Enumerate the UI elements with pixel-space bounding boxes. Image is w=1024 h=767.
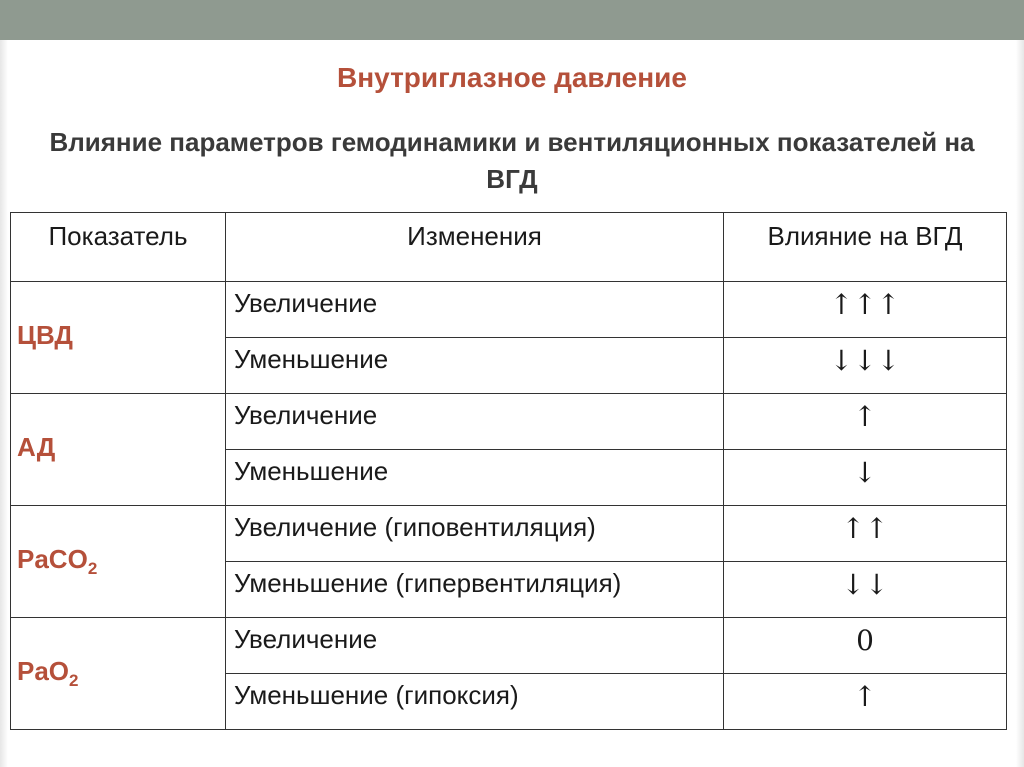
change-cell: Уменьшение: [226, 450, 724, 506]
top-bar: [0, 0, 1024, 40]
change-cell: Увеличение (гиповентиляция): [226, 506, 724, 562]
change-cell: Уменьшение (гипоксия): [226, 674, 724, 730]
table-row: [11, 394, 1007, 450]
change-cell: Увеличение: [226, 618, 724, 674]
right-edge-shadow: [1016, 40, 1024, 767]
table-header-row: [11, 213, 1007, 282]
param-label: PaO: [17, 656, 70, 686]
param-label: АД: [17, 432, 56, 462]
effect-cell: ↓: [724, 450, 1007, 506]
change-cell: Уменьшение: [226, 338, 724, 394]
change-cell: Уменьшение (гипервентиляция): [226, 562, 724, 618]
param-subscript: 2: [69, 671, 79, 690]
table-row: [11, 282, 1007, 338]
table-row: [11, 506, 1007, 562]
header-parameter: Показатель: [11, 213, 226, 282]
slide-title: Внутриглазное давление: [337, 62, 687, 93]
change-cell: Увеличение: [226, 394, 724, 450]
left-edge-shadow: [0, 40, 8, 767]
effect-cell: 0: [724, 618, 1007, 674]
param-paco2: [11, 506, 226, 618]
table-row: [11, 618, 1007, 674]
param-label: PaCO: [17, 544, 88, 574]
effect-cell: ↑: [724, 394, 1007, 450]
change-cell: Увеличение: [226, 282, 724, 338]
effect-cell: ↓↓↓: [724, 338, 1007, 394]
effect-cell: ↑↑: [724, 506, 1007, 562]
param-ad: [11, 394, 226, 506]
iop-influence-table: [10, 212, 1007, 730]
param-cvd: [11, 282, 226, 394]
param-subscript: 2: [87, 559, 98, 578]
param-label: ЦВД: [17, 320, 73, 350]
effect-cell: ↓↓: [724, 562, 1007, 618]
header-effect: Влияние на ВГД: [724, 213, 1007, 282]
param-pao2: [11, 618, 226, 730]
effect-cell: ↑↑↑: [724, 282, 1007, 338]
header-changes: Изменения: [226, 213, 724, 282]
slide-subtitle: Влияние параметров гемодинамики и вентиляционных показателей на ВГД: [49, 127, 975, 194]
effect-cell: ↑: [724, 674, 1007, 730]
